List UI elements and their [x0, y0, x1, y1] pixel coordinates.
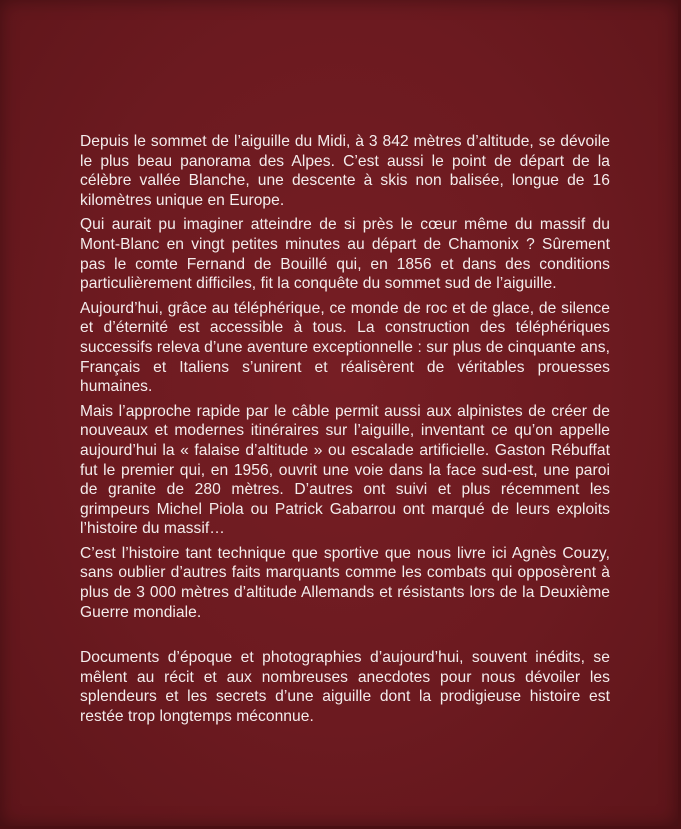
paragraph-6: Documents d’époque et photographies d’aujourd’hui, souvent inédits, se mêlent au récit et aux nombreuses anecdotes pour nous dévoiler les splendeurs et les secrets d’une aiguille dont la prodigieuse histoire est restée trop longtemps méconnue.	[80, 649, 610, 726]
paragraph-5: C’est l’histoire tant technique que sportive que nous livre ici Agnès Couzy, sans oublier d’autres faits marquants comme les combats qui opposèrent à plus de 3 000 mètres d’altitude Allemands et résistants lors de la Deuxième Guerre mondiale.	[80, 544, 610, 621]
paragraph-3: Aujourd’hui, grâce au téléphérique, ce monde de roc et de glace, de silence et d’éternité est accessible à tous. La construction des téléphériques successifs releva d’une aventure exceptionnelle : sur plus de cinquante ans, Français et Italiens s’unirent et réalisèrent de véritables prouesses humaines.	[80, 299, 610, 396]
paragraph-1: Depuis le sommet de l’aiguille du Midi, à 3 842 mètres d’altitude, se dévoile le plus beau panorama des Alpes. C’est aussi le point de départ de la célèbre vallée Blanche, une descente à skis non balisée, longue de 16 kilomètres unique en Europe.	[80, 133, 610, 209]
paragraph-2: Qui aurait pu imaginer atteindre de si près le cœur même du massif du Mont-Blanc en vingt petites minutes au départ de Chamonix ? Sûrement pas le comte Fernand de Bouillé qui, en 1856 et dans des conditions particulièrement difficiles, fit la conquête du sommet sud de l’aiguille.	[80, 216, 610, 293]
paragraph-4: Mais l’approche rapide par le câble permit aussi aux alpinistes de créer de nouveaux et modernes itinéraires sur l’aiguille, inventant ce qu’on appelle aujourd’hui la « falaise d’altitude » ou escalade artificielle. Gaston Rébuffat fut le premier qui, en 1956, ouvrit une voie dans la face sud-est, une paroi de granite de 280 mètres. D’autres ont suivi et plus récemment les grimpeurs Michel Piola ou Patrick Gabarrou ont marqué de leurs exploits l’histoire du massif…	[80, 402, 610, 538]
blurb-text	[80, 132, 610, 732]
